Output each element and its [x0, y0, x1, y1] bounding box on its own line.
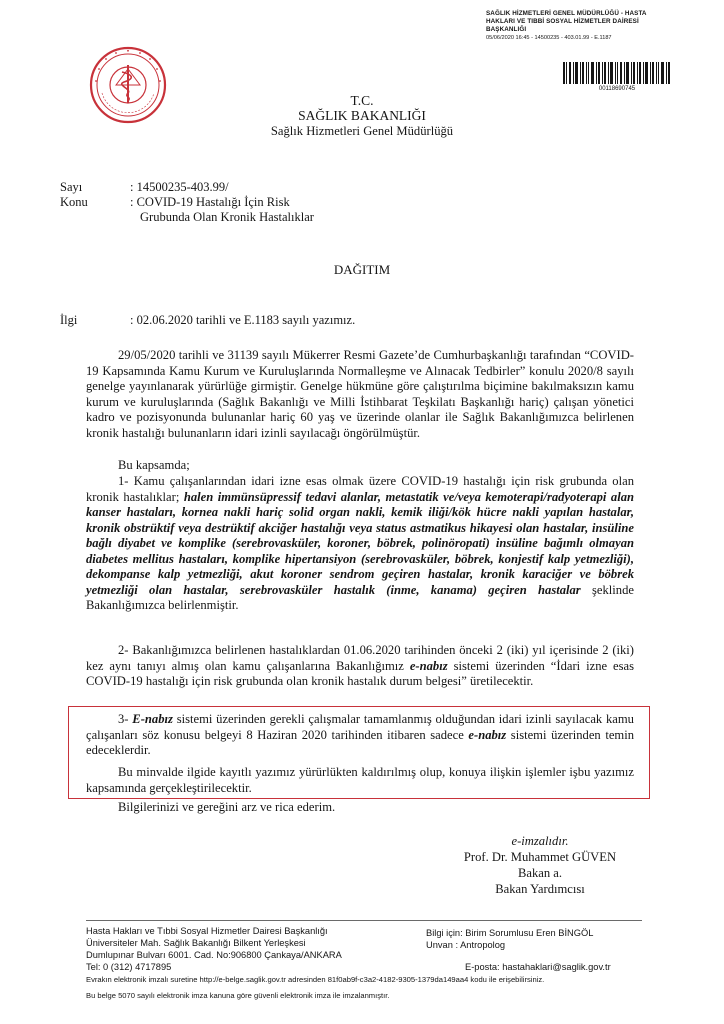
barcode-number: 00118690745 [598, 86, 636, 92]
header-tc: T.C. [350, 93, 374, 108]
paragraph-1: 29/05/2020 tarihli ve 31139 sayılı Mükerrer Resmi Gazete’de Cumhurbaşkanlığı tarafından “COVID-19 Kapsamında Kamu Kurum ve Kuruluşlarında Normalleşme ve Alınacak Tedbirler” konulu 2020/8 sayılı genelge yayınlanarak yürürlüğe girmiştir. Genelge hükmüne göre çalıştırılma biçimine bakılmaksızın kamu kurum ve kuruluşlarında (Sağlık Bakanlığı ve Milli İstihbarat Teşkilatı Başkanlığı hariç) çalışan yönetici kadro ve pozisyonunda bulunanlar hariç 60 yaş ve üzerinde olanlar ile Sağlık Bakanlığımızca belirlenen kronik hastalığı bulunanların idari izinli sayılacağı öngörülmüştür. [86, 348, 634, 440]
stamp-line-2: HAKLARI VE TIBBİ SOSYAL HİZMETLER DAİRESİ [486, 18, 639, 25]
paragraph-4 [86, 643, 634, 690]
paragraph-4-enabiz: e-nabız [409, 658, 448, 673]
paragraph-5-enabiz-2: e-nabız [468, 727, 507, 742]
konu-value-line1: : COVID-19 Hastalığı İçin Risk [130, 195, 290, 209]
reference-label: İlgi [60, 313, 78, 327]
footer-contact-person: Bilgi için: Birim Sorumlusu Eren BİNGÖL [426, 928, 594, 938]
paragraph-5-c: sistemi üzerinden temin edeceklerdir. [86, 727, 635, 757]
paragraph-4-b: sistemi üzerinden “İdari izne esas COVID-19 hastalığı için risk grubunda olan kronik hastalık durum belgesi” üretilecektir. [86, 658, 635, 688]
signer-role-2: Bakan Yardımcısı [495, 882, 585, 896]
signer-name: Prof. Dr. Muhammet GÜVEN [463, 850, 617, 864]
paragraph-5 [86, 712, 634, 759]
stamp-line-3: BAŞKANLIĞI [486, 26, 527, 33]
sayi-value: : 14500235-403.99/ [130, 180, 229, 194]
paragraph-5-b: sistemi üzerinden gerekli çalışmalar tamamlanmış olduğundan idari izinli sayılacak kamu çalışanları söz konusu belgeyi 8 Haziran 2020 tarihinden itibaren sadece [86, 712, 634, 742]
paragraph-3-intro: 1- Kamu çalışanlarından idari izne esas olmak üzere COVID-19 hastalığı için risk grubunda olan kronik hastalıklar; [86, 474, 634, 504]
footer-phone: Tel: 0 (312) 4717895 [86, 962, 172, 972]
signer-role-1: Bakan a. [517, 866, 563, 880]
footer-department: Hasta Hakları ve Tıbbi Sosyal Hizmetler Dairesi Başkanlığı [86, 926, 328, 936]
e-signed-note: e-imzalıdır. [511, 834, 569, 848]
paragraph-5-number: 3- [118, 712, 129, 726]
footer-esign-note: Bu belge 5070 sayılı elektronik imza kanuna göre güvenli elektronik imza ile imzalanmıştır. [86, 991, 390, 1000]
paragraph-3-end: şeklinde Bakanlığımızca belirlenmiştir. [86, 582, 634, 612]
registry-stamp [486, 10, 711, 42]
distribution-heading: DAĞITIM [333, 262, 391, 277]
footer-contact-title: Unvan : Antropolog [426, 940, 506, 950]
konu-value-line2: Grubunda Olan Kronik Hastalıklar [140, 210, 314, 224]
konu-label: Konu [60, 195, 88, 209]
footer-divider [86, 920, 642, 921]
footer-verification: Evrakın elektronik imzalı suretine http://e-belge.saglik.gov.tr adresinden 81f0ab9f-c3a2-4182-9305-1379da149aa4 kodu ile erişebilirsiniz. [86, 975, 545, 984]
paragraph-7: Bilgilerinizi ve gereğini arz ve rica ederim. [118, 800, 336, 814]
risk-diseases-list: halen immünsüpressif tedavi alanlar, metastatik ve/veya kemoterapi/radyoterapi alan kanser hastaları, kornea nakli hariç solid organ nakli, kemik iliği/kök hücre nakli yapılan hastalar, kronik obstrüktif veya destrüktif akciğer hastalığı veya status astmatikus hikayesi olan hastalar, insüline bağlı diyabet ve komplike (serebrovasküler, koroner, böbrek, polinöropati) insüline bağımlı olmayan diabetes mellitus hastaları, komplike hipertansiyon (serebrovasküler, böbrek, konjestif kalp yetmezliği), dekompanse kalp yetmezliği, akut koroner sendrom geçiren hastalar, kronik karaciğer ve böbrek yetmezliği olan hastalar, serebrovasküler hastalık (inme, kanama) geçiren hastalar [86, 489, 634, 597]
paragraph-2: Bu kapsamda; [118, 458, 190, 472]
reference-value: : 02.06.2020 tarihli ve E.1183 sayılı yazımız. [130, 313, 356, 327]
header-directorate: Sağlık Hizmetleri Genel Müdürlüğü [270, 124, 454, 138]
header-ministry: SAĞLIK BAKANLIĞI [298, 108, 426, 123]
stamp-line-1: SAĞLIK HİZMETLERİ GENEL MÜDÜRLÜĞÜ - HASTA [486, 10, 647, 17]
footer-email: E-posta: hastahaklari@saglik.gov.tr [465, 962, 611, 972]
stamp-meta: 05/06/2020 16:45 - 14500235 - 403.01.99 - E.1187 [486, 35, 612, 41]
paragraph-4-a: 2- Bakanlığımızca belirlenen hastalıklardan 01.06.2020 tarihinden önceki 2 (iki) yıl içerisinde 2 (iki) kez aynı tanıyı almış olan kamu çalışanlarına Bakanlığımız [86, 643, 634, 673]
paragraph-3 [86, 474, 634, 614]
sayi-label: Sayı [60, 180, 83, 194]
footer-address-1: Üniversiteler Mah. Sağlık Bakanlığı Bilkent Yerleşkesi [86, 938, 306, 948]
barcode [563, 62, 671, 84]
paragraph-6: Bu minvalde ilgide kayıtlı yazımız yürürlükten kaldırılmış olup, konuya ilişkin işlemler işbu yazımız kapsamında gerçekleştirilecektir. [86, 765, 634, 795]
paragraph-5-enabiz-1: E-nabız [132, 712, 173, 726]
footer-address-2: Dumlupınar Bulvarı 6001. Cad. No:906800 Çankaya/ANKARA [86, 950, 342, 960]
barcode-icon [563, 62, 671, 84]
